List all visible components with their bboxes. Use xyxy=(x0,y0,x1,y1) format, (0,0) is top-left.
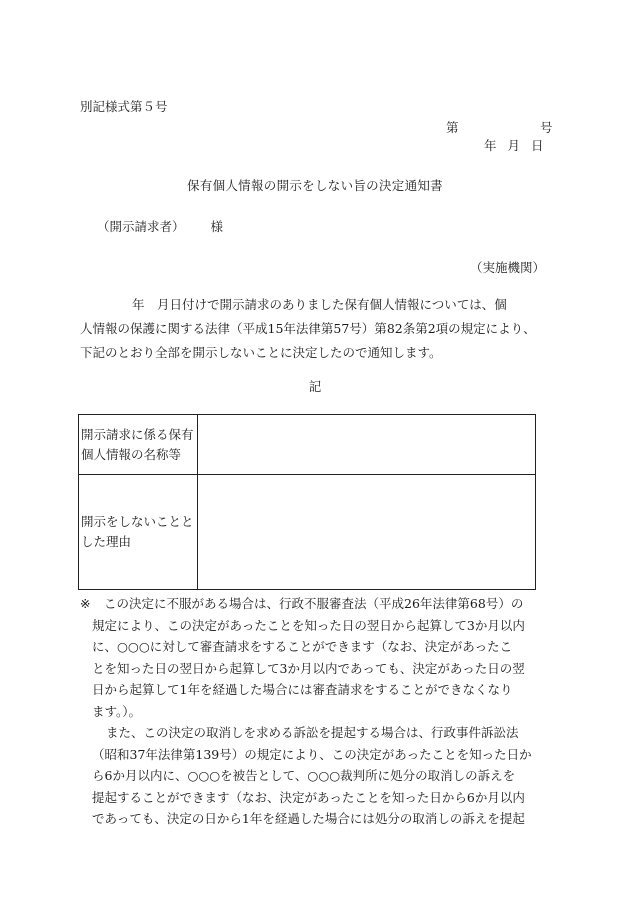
table-row xyxy=(79,415,536,475)
note-line: 規定により、この決定があったことを知った日の翌日から起算して3か月以内 xyxy=(92,617,525,633)
personal-info-name-label: 開示請求に係る保有個人情報の名称等 xyxy=(79,415,198,475)
note-line: ます。）。 xyxy=(92,703,142,719)
details-table xyxy=(78,414,536,590)
ki-heading: 記 xyxy=(308,379,322,394)
form-number: 別記様式第５号 xyxy=(80,99,168,114)
body-line-1: 日付けで開示請求のありました保有個人情報については、個 xyxy=(169,297,507,312)
note-line: に、○○○に対して審査請求をすることができます（なお、決定があったこ xyxy=(92,639,513,654)
body-date-placeholder: 年 月 xyxy=(132,297,170,312)
table-row xyxy=(79,475,536,590)
document-number-prefix: 第 xyxy=(446,120,459,135)
body-paragraph xyxy=(80,293,548,365)
recipient-line xyxy=(97,217,223,235)
document-number-suffix: 号 xyxy=(540,120,553,135)
non-disclosure-reason-value xyxy=(198,475,536,590)
personal-info-name-value xyxy=(198,415,536,475)
date-year: 年 xyxy=(484,138,497,153)
note-line: 提起することができます（なお、決定があったことを知った日から6か月以内 xyxy=(92,789,525,805)
note-line: この決定に不服がある場合は、行政不服審査法（平成26年法律第68号）の xyxy=(104,596,524,611)
note-line: ら6か月以内に、○○○を被告として、○○○裁判所に処分の取消しの訴えを xyxy=(92,768,516,783)
date-day: 日 xyxy=(531,138,544,153)
appeal-note xyxy=(80,593,550,830)
note-line: であっても、決定の日から1年を経過した場合には処分の取消しの訴えを提起 xyxy=(92,811,525,826)
body-line-2: 人情報の保護に関する法律（平成15年法律第57号）第82条第2項の規定により、 xyxy=(80,321,536,336)
issue-date xyxy=(484,136,555,154)
document-number xyxy=(446,118,553,136)
note-mark: ※ xyxy=(80,596,91,611)
date-month: 月 xyxy=(507,138,521,153)
body-line-3: 下記のとおり全部を開示しないことに決定したので通知します。 xyxy=(80,345,442,360)
note-line: （昭和37年法律第139号）の規定により、この決定があったことを知った日か xyxy=(92,746,532,762)
agency-label: （実施機関） xyxy=(469,260,545,275)
recipient-label: （開示請求者） xyxy=(97,219,185,234)
note-line: 日から起算して1年を経過した場合には審査請求をすることができなくなり xyxy=(92,682,513,697)
non-disclosure-reason-label: 開示をしないこととした理由 xyxy=(79,475,198,590)
recipient-honorific: 様 xyxy=(210,219,224,234)
document-title: 保有個人情報の開示をしない旨の決定通知書 xyxy=(186,178,443,193)
note-line: とを知った日の翌日から起算して3か月以内であっても、決定があった日の翌 xyxy=(92,660,525,676)
note-line: また、この決定の取消しを求める訴訟を提起する場合は、行政事件訴訟法 xyxy=(106,725,519,740)
